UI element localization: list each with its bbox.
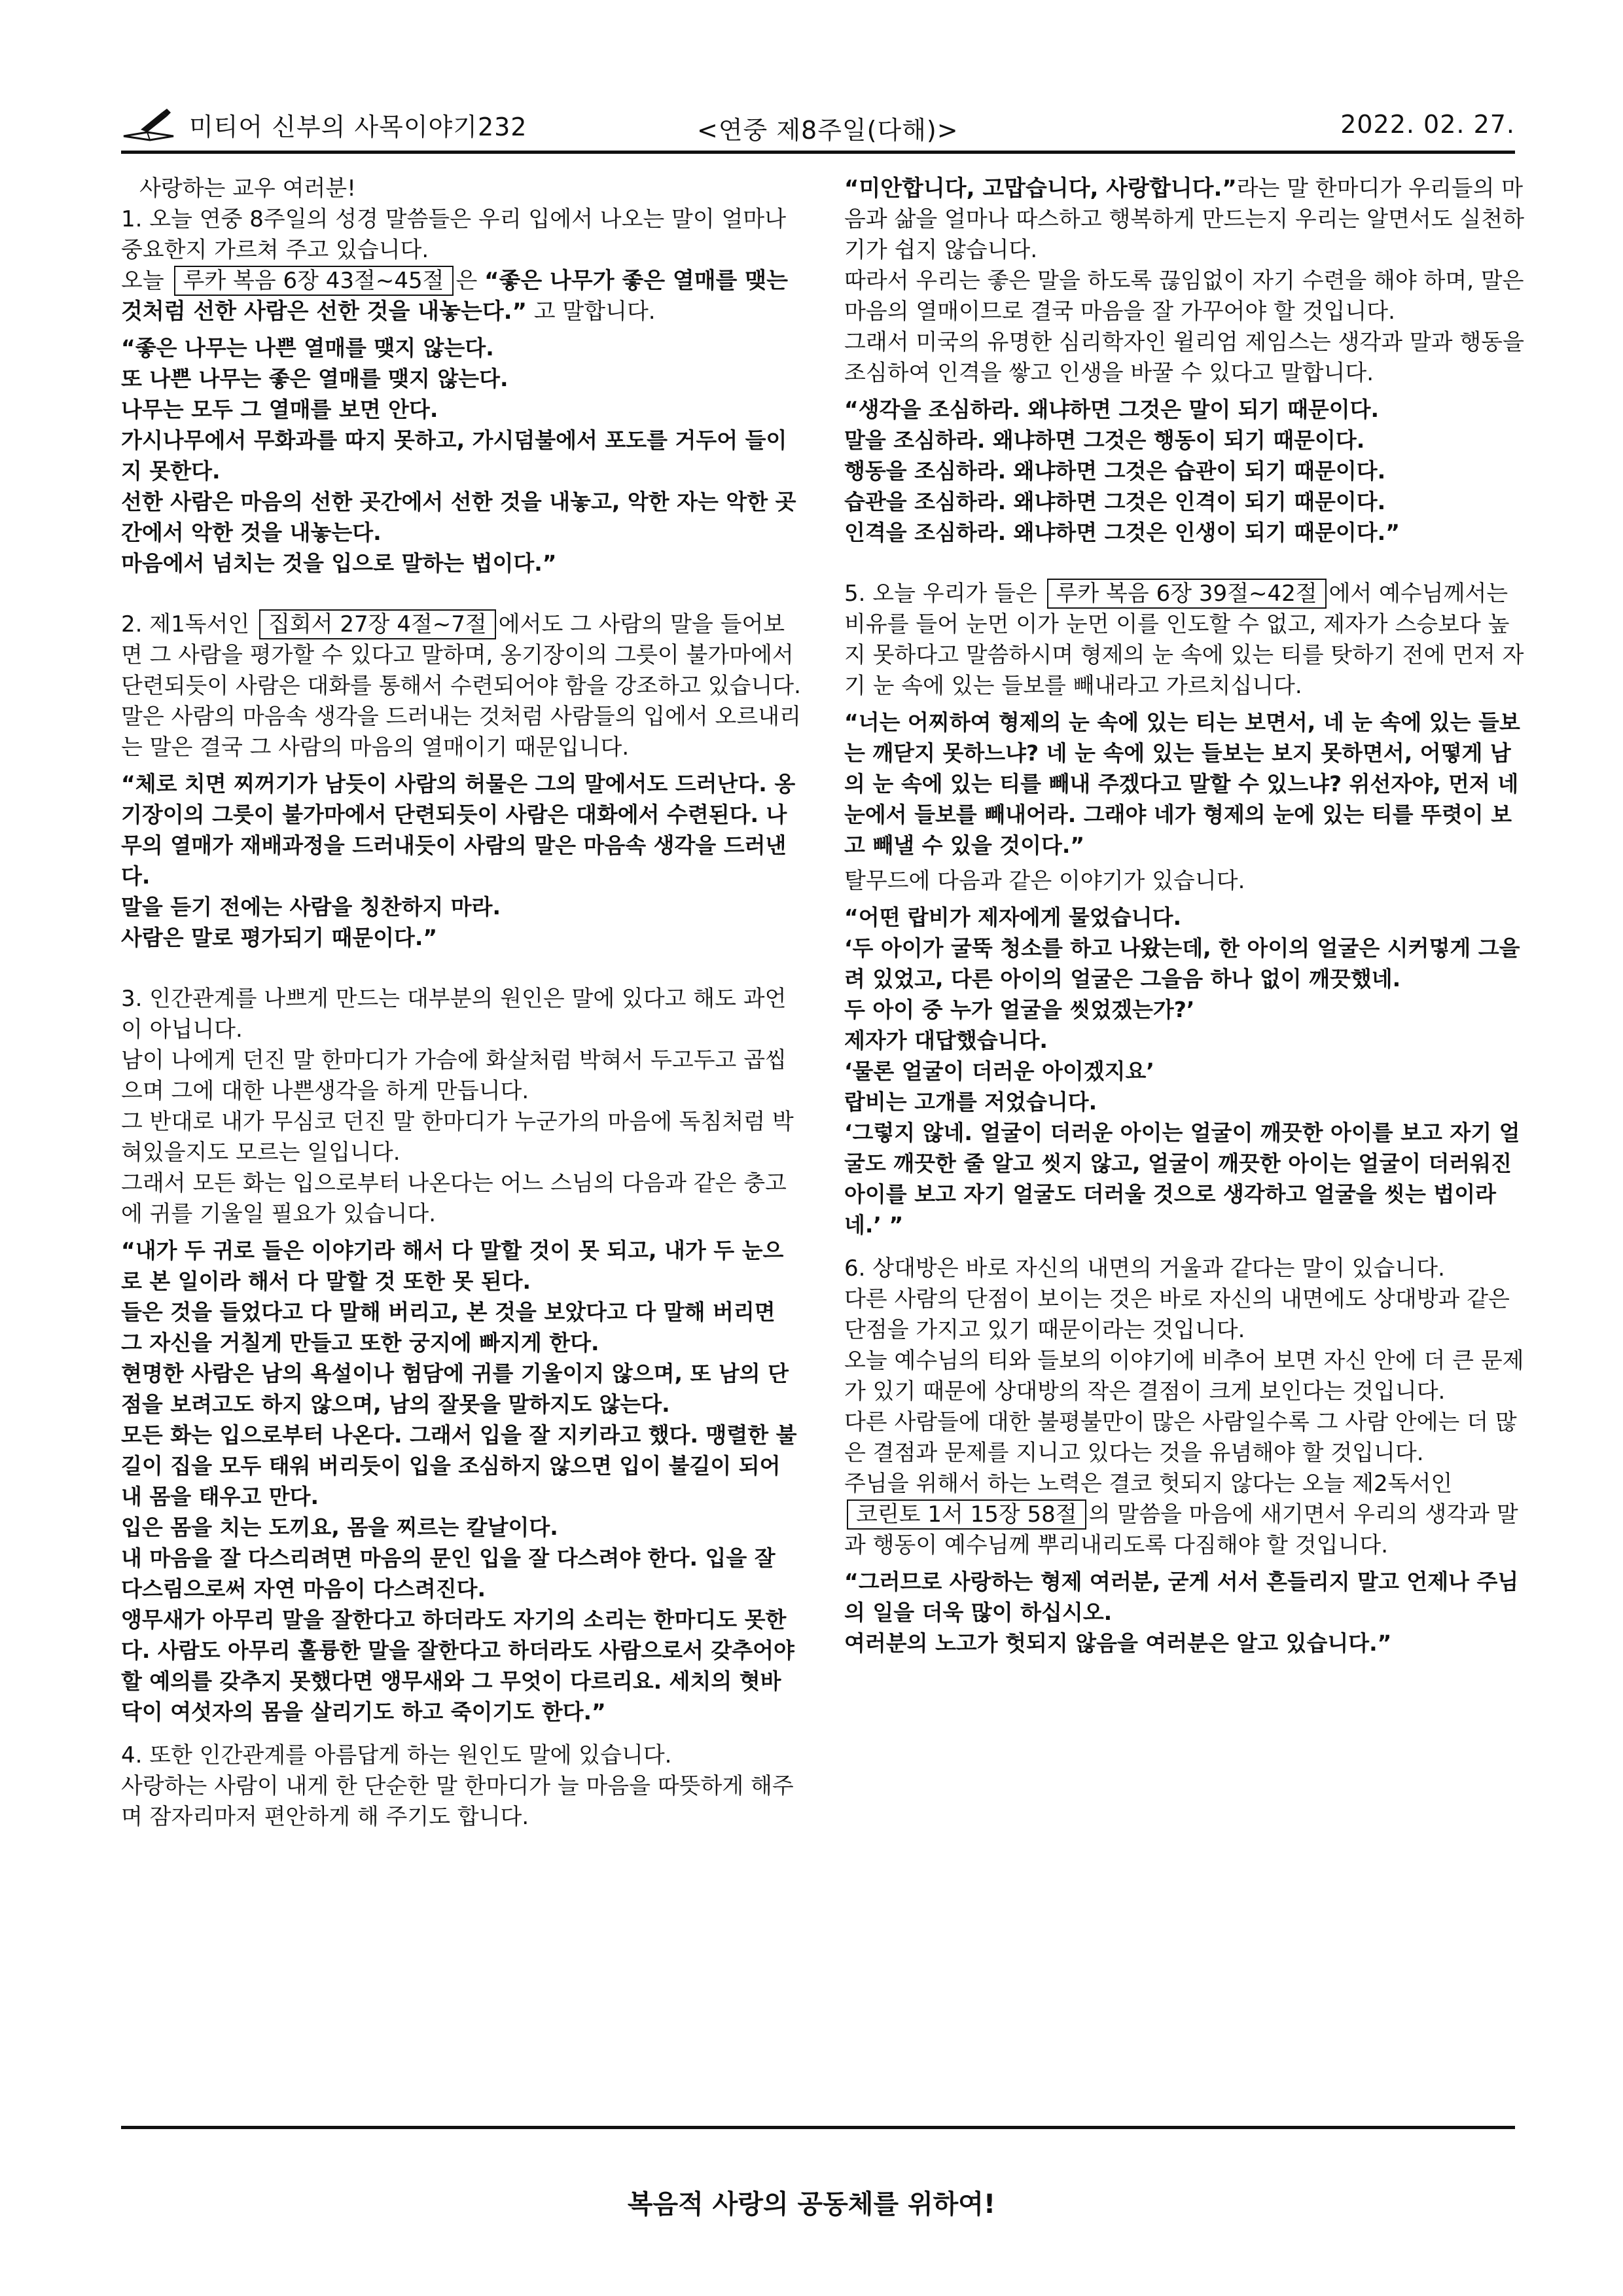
section-6-paragraph-1: 6. 상대방은 바로 자신의 내면의 거울과 같다는 말이 있습니다. xyxy=(844,1255,1445,1282)
quote-block-2 xyxy=(121,768,802,953)
story-line: ‘그렇지 않네. 얼굴이 더러운 아이는 얼굴이 깨끗한 아이를 보고 자기 얼굴도 깨끗한 줄 알고 씻지 않고, 얼굴이 깨끗한 아이는 얼굴이 더러워진 아이를 보고 자기 얼굴도 더러울 것으로 생각하고 얼굴을 씻는 법이라네.’ ” xyxy=(844,1120,1520,1238)
highlight-quote: “미안합니다, 고맙습니다, 사랑합니다.” xyxy=(844,175,1237,202)
greeting: 사랑하는 교우 여러분! xyxy=(139,175,356,202)
writing-hand-book-icon xyxy=(121,106,176,143)
quote-block-4 xyxy=(844,394,1525,548)
text: 라는 말 한마디가 우리들의 마음과 삶을 얼마나 따스하고 행복하게 만드는지 우리는 알면서도 실천하기가 쉽지 않습니다. xyxy=(844,175,1524,263)
section-4-paragraph-3 xyxy=(844,173,1525,266)
quote-line: “그러므로 사랑하는 형제 여러분, 굳게 서서 흔들리지 말고 언제나 주님의 일을 더욱 많이 하십시오. xyxy=(844,1569,1519,1625)
story-line: 제자가 대답했습니다. xyxy=(844,1028,1048,1053)
section-6-paragraph-4: 다른 사람들에 대한 불평불만이 많은 사람일수록 그 사람 안에는 더 많은 결점과 문제를 지니고 있다는 것을 유념해야 할 것입니다. xyxy=(844,1409,1517,1466)
text: 에서도 그 사람의 말을 들어보면 그 사람을 평가할 수 있다고 말하며, 옹기장이의 그릇이 불가마에서 단련되듯이 사람은 대화를 통해서 수련되어야 함을 강조하고 있습니다. xyxy=(121,611,801,699)
section-2-paragraph-2: 말은 사람의 마음속 생각을 드러내는 것처럼 사람들의 입에서 오르내리는 말은 결국 그 사람의 마음의 열매이기 때문입니다. xyxy=(121,704,801,761)
quote-line: 말을 듣기 전에는 사람을 칭찬하지 마라. xyxy=(121,894,501,920)
quote-line: 또 나쁜 나무는 좋은 열매를 맺지 않는다. xyxy=(121,366,508,391)
section-3-paragraph-3: 그 반대로 내가 무심코 던진 말 한마디가 누군가의 마음에 독침처럼 박혀있을지도 모르는 일입니다. xyxy=(121,1109,794,1166)
footer-motto: 복음적 사랑의 공동체를 위하여! xyxy=(627,2189,996,2219)
quote-line: 말을 조심하라. 왜냐하면 그것은 행동이 되기 때문이다. xyxy=(844,427,1365,453)
story-line: ‘두 아이가 굴뚝 청소를 하고 나왔는데, 한 아이의 얼굴은 시커멓게 그을려 있었고, 다른 아이의 얼굴은 그을음 하나 없이 깨끗했네. xyxy=(844,935,1520,992)
quote-line: “내가 두 귀로 들은 이야기라 해서 다 말할 것이 못 되고, 내가 두 눈으로 본 일이라 해서 다 말할 것 또한 못 된다. xyxy=(121,1238,784,1294)
quote-line: 내 마음을 잘 다스리려면 마음의 문인 입을 잘 다스려야 한다. 입을 잘 다스림으로써 자연 마음이 다스려진다. xyxy=(121,1545,776,1602)
section-1-reference-paragraph xyxy=(121,266,802,327)
scripture-reference-box: 루카 복음 6장 39절~42절 xyxy=(1047,579,1327,609)
quote-line: 마음에서 넘치는 것을 입으로 말하는 법이다.” xyxy=(121,550,557,576)
quote-line: 입은 몸을 치는 도끼요, 몸을 찌르는 칼날이다. xyxy=(121,1515,558,1540)
scripture-reference-box: 집회서 27장 4절~7절 xyxy=(259,609,496,639)
quote-line: 습관을 조심하라. 왜냐하면 그것은 인격이 되기 때문이다. xyxy=(844,489,1386,514)
spacer xyxy=(844,1240,1525,1253)
quote-line: 가시나무에서 무화과를 따지 못하고, 가시덤불에서 포도를 거두어 들이지 못한다. xyxy=(121,427,787,484)
section-5-paragraph-2: 탈무드에 다음과 같은 이야기가 있습니다. xyxy=(844,868,1245,894)
quote-line: 현명한 사람은 남의 욕설이나 험담에 귀를 기울이지 않으며, 또 남의 단점을 보려고도 하지 않으며, 남의 잘못을 말하지도 않는다. xyxy=(121,1361,789,1417)
quote-line: 사람은 말로 평가되기 때문이다.” xyxy=(121,925,438,950)
section-6-paragraph-2: 다른 사람의 단점이 보이는 것은 바로 자신의 내면에도 상대방과 같은 단점을 가지고 있기 때문이라는 것입니다. xyxy=(844,1286,1510,1343)
section-6-paragraph-5 xyxy=(844,1469,1525,1561)
quote-line: “좋은 나무는 나쁜 열매를 맺지 않는다. xyxy=(121,335,494,361)
text: 5. 오늘 우리가 들은 xyxy=(844,581,1037,607)
text: 고 말합니다. xyxy=(533,298,656,325)
spacer xyxy=(121,1727,802,1740)
quote-line: 모든 화는 입으로부터 나온다. 그래서 입을 잘 지키라고 했다. 맹렬한 불길이 집을 모두 태워 버리듯이 입을 조심하지 않으면 입이 불길이 되어 내 몸을 태우고 만다. xyxy=(121,1422,797,1509)
story-line: ‘물론 얼굴이 더러운 아이겠지요’ xyxy=(844,1058,1154,1084)
text: 오늘 xyxy=(121,268,164,294)
quote-block-3 xyxy=(121,1235,802,1727)
quote-line: 선한 사람은 마음의 선한 곳간에서 선한 것을 내놓고, 악한 자는 악한 곳간에서 악한 것을 내놓는다. xyxy=(121,489,796,545)
section-3-paragraph-4: 그래서 모든 화는 입으로부터 나온다는 어느 스님의 다음과 같은 충고에 귀를 기울일 필요가 있습니다. xyxy=(121,1170,787,1227)
section-6-paragraph-3: 오늘 예수님의 티와 들보의 이야기에 비추어 보면 자신 안에 더 큰 문제가 있기 때문에 상대방의 작은 결점이 크게 보인다는 것입니다. xyxy=(844,1348,1524,1405)
quote-line: “체로 치면 찌꺼기가 남듯이 사람의 허물은 그의 말에서도 드러난다. 옹기장이의 그릇이 불가마에서 단련되듯이 사람은 대화에서 수련된다. 나무의 열매가 재배과정을 드러내듯이 사람의 말은 마음속 생각을 드러낸다. xyxy=(121,771,796,889)
quote-line: “생각을 조심하라. 왜냐하면 그것은 말이 되기 때문이다. xyxy=(844,397,1380,422)
quote-block-6 xyxy=(844,1566,1525,1659)
quote-block-1 xyxy=(121,332,802,579)
header-left xyxy=(121,106,527,143)
talmud-story xyxy=(844,902,1525,1240)
quote-block-5: “너는 어찌하여 형제의 눈 속에 있는 티는 보면서, 네 눈 속에 있는 들보는 깨닫지 못하느냐? 네 눈 속에 있는 들보는 보지 못하면서, 어떻게 남의 눈 속에 있는 티를 빼내 주겠다고 말할 수 있느냐? 위선자야, 먼저 네 눈에서 들보를 빼내어라. 그래야 네가 형제의 눈에 있는 티를 뚜렷이 보고 빼낼 수 있을 것이다.” xyxy=(844,709,1520,858)
scripture-reference-box: 코린토 1서 15장 58절 xyxy=(847,1499,1086,1530)
section-4-paragraph-4: 따라서 우리는 좋은 말을 하도록 끊임없이 자기 수련을 해야 하며, 말은 마음의 열매이므로 결국 마음을 잘 가꾸어야 할 것입니다. xyxy=(844,268,1524,325)
text: 2. 제1독서인 xyxy=(121,611,250,637)
left-column xyxy=(121,173,802,1833)
text: 의 말씀을 마음에 새기면서 우리의 생각과 말과 행동이 예수님께 뿌리내리도록 다짐해야 할 것입니다. xyxy=(844,1501,1518,1558)
quote-line: 여러분의 노고가 헛되지 않음을 여러분은 알고 있습니다.” xyxy=(844,1630,1392,1656)
section-4-paragraph-5: 그래서 미국의 유명한 심리학자인 윌리엄 제임스는 생각과 말과 행동을 조심하여 인격을 쌓고 인생을 바꿀 수 있다고 말합니다. xyxy=(844,329,1524,386)
section-1-intro: 1. 오늘 연중 8주일의 성경 말씀들은 우리 입에서 나오는 말이 얼마나 중요한지 가르쳐 주고 있습니다. xyxy=(121,206,787,263)
section-4-paragraph-1: 4. 또한 인간관계를 아름답게 하는 원인도 말에 있습니다. xyxy=(121,1742,672,1768)
quote-line: 나무는 모두 그 열매를 보면 안다. xyxy=(121,397,438,422)
text: 주님을 위해서 하는 노력은 결코 헛되지 않다는 오늘 제2독서인 xyxy=(844,1471,1453,1497)
header-sunday: <연중 제8주일(다해)> xyxy=(697,116,959,145)
page-header xyxy=(121,98,1515,154)
footer-divider xyxy=(121,2126,1515,2129)
quote-line: 앵무새가 아무리 말을 잘한다고 하더라도 자기의 소리는 한마디도 못한다. 사람도 아무리 훌륭한 말을 잘한다고 하더라도 사람으로서 갖추어야 할 예의를 갖추지 못했다면 앵무새와 그 무엇이 다르리요. 세치의 혓바닥이 여섯자의 몸을 살리기도 하고 죽이기도 한다.” xyxy=(121,1607,794,1725)
spacer xyxy=(844,548,1525,579)
quote-line: 인격을 조심하라. 왜냐하면 그것은 인생이 되기 때문이다.” xyxy=(844,520,1400,545)
story-line: “어떤 랍비가 제자에게 물었습니다. xyxy=(844,905,1181,930)
story-line: 랍비는 고개를 저었습니다. xyxy=(844,1089,1097,1115)
text: 에서 예수님께서는 비유를 들어 눈먼 이가 눈먼 이를 인도할 수 없고, 제자가 스승보다 높지 못하다고 말씀하시며 형제의 눈 속에 있는 티를 탓하기 전에 먼저 자기 눈 속에 있는 들보를 빼내라고 가르치십니다. xyxy=(844,581,1524,699)
highlight-quote: “좋은 나무가 좋은 열매를 맺는 것처럼 선한 사람은 선한 것을 내놓는다.” xyxy=(121,268,788,325)
story-line: 두 아이 중 누가 얼굴을 씻었겠는가?’ xyxy=(844,997,1195,1022)
section-5-paragraph xyxy=(844,579,1525,702)
right-column xyxy=(844,173,1525,1659)
spacer xyxy=(121,953,802,984)
section-3-paragraph-1: 3. 인간관계를 나쁘게 만드는 대부분의 원인은 말에 있다고 해도 과언이 아닙니다. xyxy=(121,986,787,1043)
section-3-paragraph-2: 남이 나에게 던진 말 한마디가 가슴에 화살처럼 박혀서 두고두고 곱씹으며 그에 대한 나쁜생각을 하게 만듭니다. xyxy=(121,1047,787,1104)
spacer xyxy=(121,579,802,609)
section-2-paragraph xyxy=(121,609,802,702)
scripture-reference-box: 루카 복음 6장 43절~45절 xyxy=(174,266,454,296)
quote-line: 행동을 조심하라. 왜냐하면 그것은 습관이 되기 때문이다. xyxy=(844,458,1386,484)
header-date: 2022. 02. 27. xyxy=(1340,110,1515,139)
header-title: 미티어 신부의 사목이야기232 xyxy=(189,112,527,141)
quote-line: 들은 것을 들었다고 다 말해 버리고, 본 것을 보았다고 다 말해 버리면 그 자신을 거칠게 만들고 또한 궁지에 빠지게 한다. xyxy=(121,1299,776,1355)
text: 은 xyxy=(455,268,478,294)
section-4-paragraph-2: 사랑하는 사람이 내게 한 단순한 말 한마디가 늘 마음을 따뜻하게 해주며 잠자리마저 편안하게 해 주기도 합니다. xyxy=(121,1773,794,1830)
